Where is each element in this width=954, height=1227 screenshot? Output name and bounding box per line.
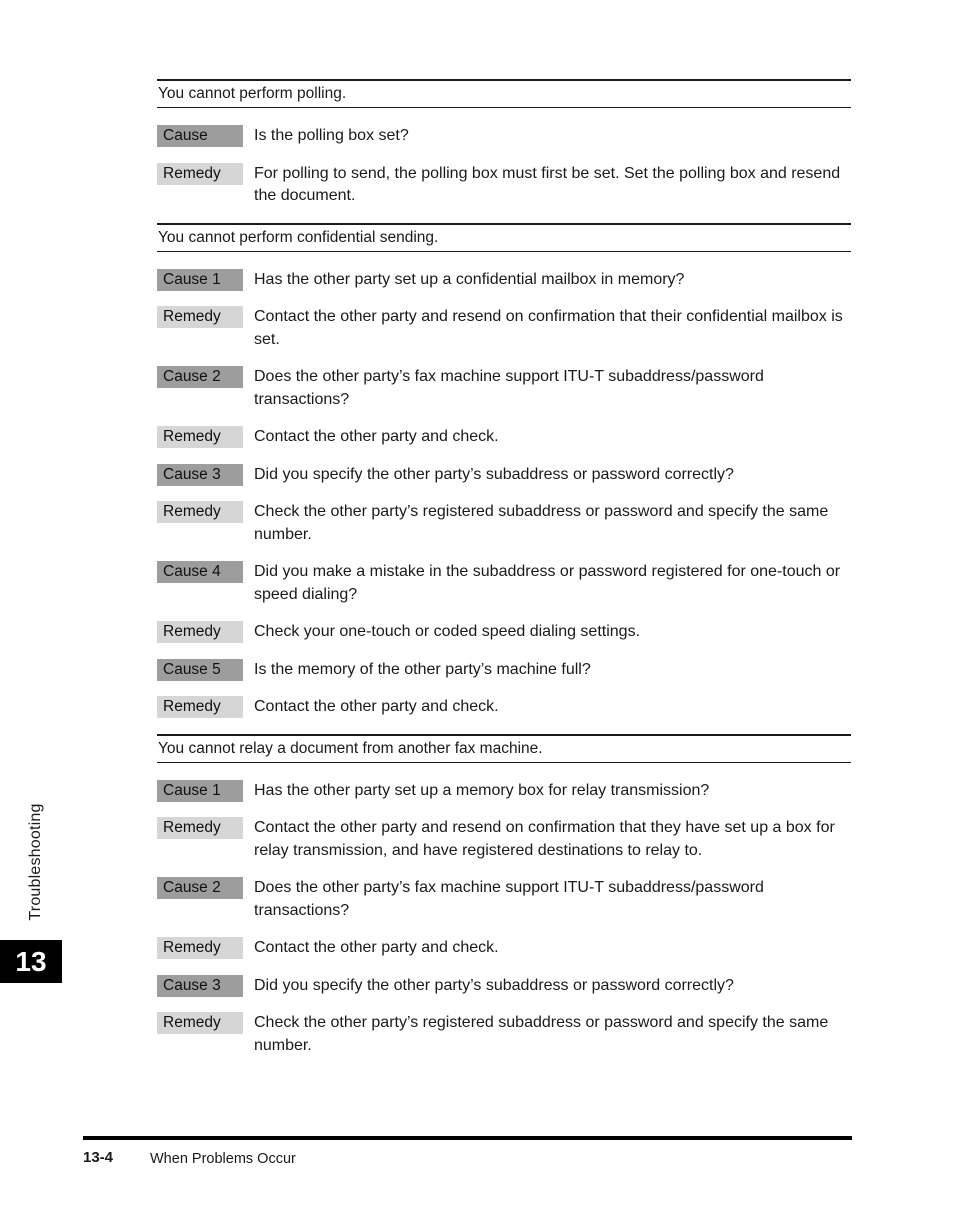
remedy-row (157, 696, 851, 719)
remedy-row (157, 163, 851, 208)
cause-row (157, 366, 851, 411)
cause-row (157, 877, 851, 922)
cause-row (157, 125, 851, 148)
chapter-side-label: Troubleshooting (27, 803, 44, 921)
cause-label: Cause (157, 125, 243, 147)
footer-rule (83, 1136, 852, 1140)
remedy-text: Contact the other party and resend on confirmation that their confidential mailbox is set. (254, 308, 843, 348)
troubleshooting-content (157, 79, 851, 1072)
cause-label: Cause 2 (157, 366, 243, 388)
remedy-row (157, 1012, 851, 1057)
problem-section (157, 223, 851, 719)
cause-row (157, 269, 851, 292)
problem-heading: You cannot perform confidential sending. (157, 223, 851, 252)
remedy-label: Remedy (157, 937, 243, 959)
remedy-label: Remedy (157, 1012, 243, 1034)
cause-text: Is the polling box set? (254, 127, 409, 144)
remedy-label: Remedy (157, 621, 243, 643)
cause-text: Has the other party set up a confidential mailbox in memory? (254, 270, 685, 288)
remedy-label: Remedy (157, 501, 243, 523)
cause-text: Is the memory of the other party’s machine full? (254, 660, 591, 678)
cause-row (157, 780, 851, 803)
cause-text: Does the other party’s fax machine support ITU-T subaddress/password transactions? (254, 368, 764, 408)
remedy-text: Contact the other party and check. (254, 428, 499, 445)
remedy-row (157, 306, 851, 351)
remedy-text: For polling to send, the polling box must first be set. Set the polling box and resend the document. (254, 164, 841, 204)
remedy-text: Check your one-touch or coded speed dialing settings. (254, 623, 641, 640)
cause-label: Cause 3 (157, 464, 243, 486)
cause-row (157, 975, 851, 998)
remedy-label: Remedy (157, 163, 243, 185)
remedy-row (157, 937, 851, 960)
problem-section (157, 79, 851, 208)
cause-text: Has the other party set up a memory box for relay transmission? (254, 781, 710, 799)
problem-heading: You cannot relay a document from another fax machine. (157, 734, 851, 763)
remedy-label: Remedy (157, 306, 243, 328)
remedy-label: Remedy (157, 817, 243, 839)
cause-text: Does the other party’s fax machine support ITU-T subaddress/password transactions? (254, 879, 764, 919)
cause-row (157, 561, 851, 606)
remedy-text: Check the other party’s registered subaddress or password and specify the same number. (254, 1014, 829, 1054)
cause-text: Did you make a mistake in the subaddress or password registered for one-touch or speed dialing? (254, 563, 841, 603)
remedy-label: Remedy (157, 696, 243, 718)
cause-text: Did you specify the other party’s subaddress or password correctly? (254, 465, 734, 483)
problem-heading: You cannot perform polling. (157, 79, 851, 108)
chapter-number-tab: 13 (0, 940, 62, 983)
remedy-text: Contact the other party and resend on confirmation that they have set up a box for relay transmission, and have registered destinations to relay to. (254, 819, 835, 859)
cause-label: Cause 2 (157, 877, 243, 899)
cause-label: Cause 1 (157, 780, 243, 802)
remedy-text: Contact the other party and check. (254, 698, 499, 715)
cause-label: Cause 4 (157, 561, 243, 583)
remedy-row (157, 817, 851, 862)
cause-label: Cause 5 (157, 659, 243, 681)
page-number: 13-4 (83, 1149, 114, 1166)
remedy-row (157, 501, 851, 546)
cause-label: Cause 3 (157, 975, 243, 997)
footer-title: When Problems Occur (150, 1151, 296, 1167)
remedy-label: Remedy (157, 426, 243, 448)
cause-row (157, 464, 851, 487)
remedy-row (157, 621, 851, 644)
problem-section (157, 734, 851, 1058)
cause-row (157, 659, 851, 682)
remedy-text: Check the other party’s registered subaddress or password and specify the same number. (254, 503, 829, 543)
cause-text: Did you specify the other party’s subaddress or password correctly? (254, 976, 734, 994)
remedy-row (157, 426, 851, 449)
cause-label: Cause 1 (157, 269, 243, 291)
remedy-text: Contact the other party and check. (254, 939, 499, 956)
